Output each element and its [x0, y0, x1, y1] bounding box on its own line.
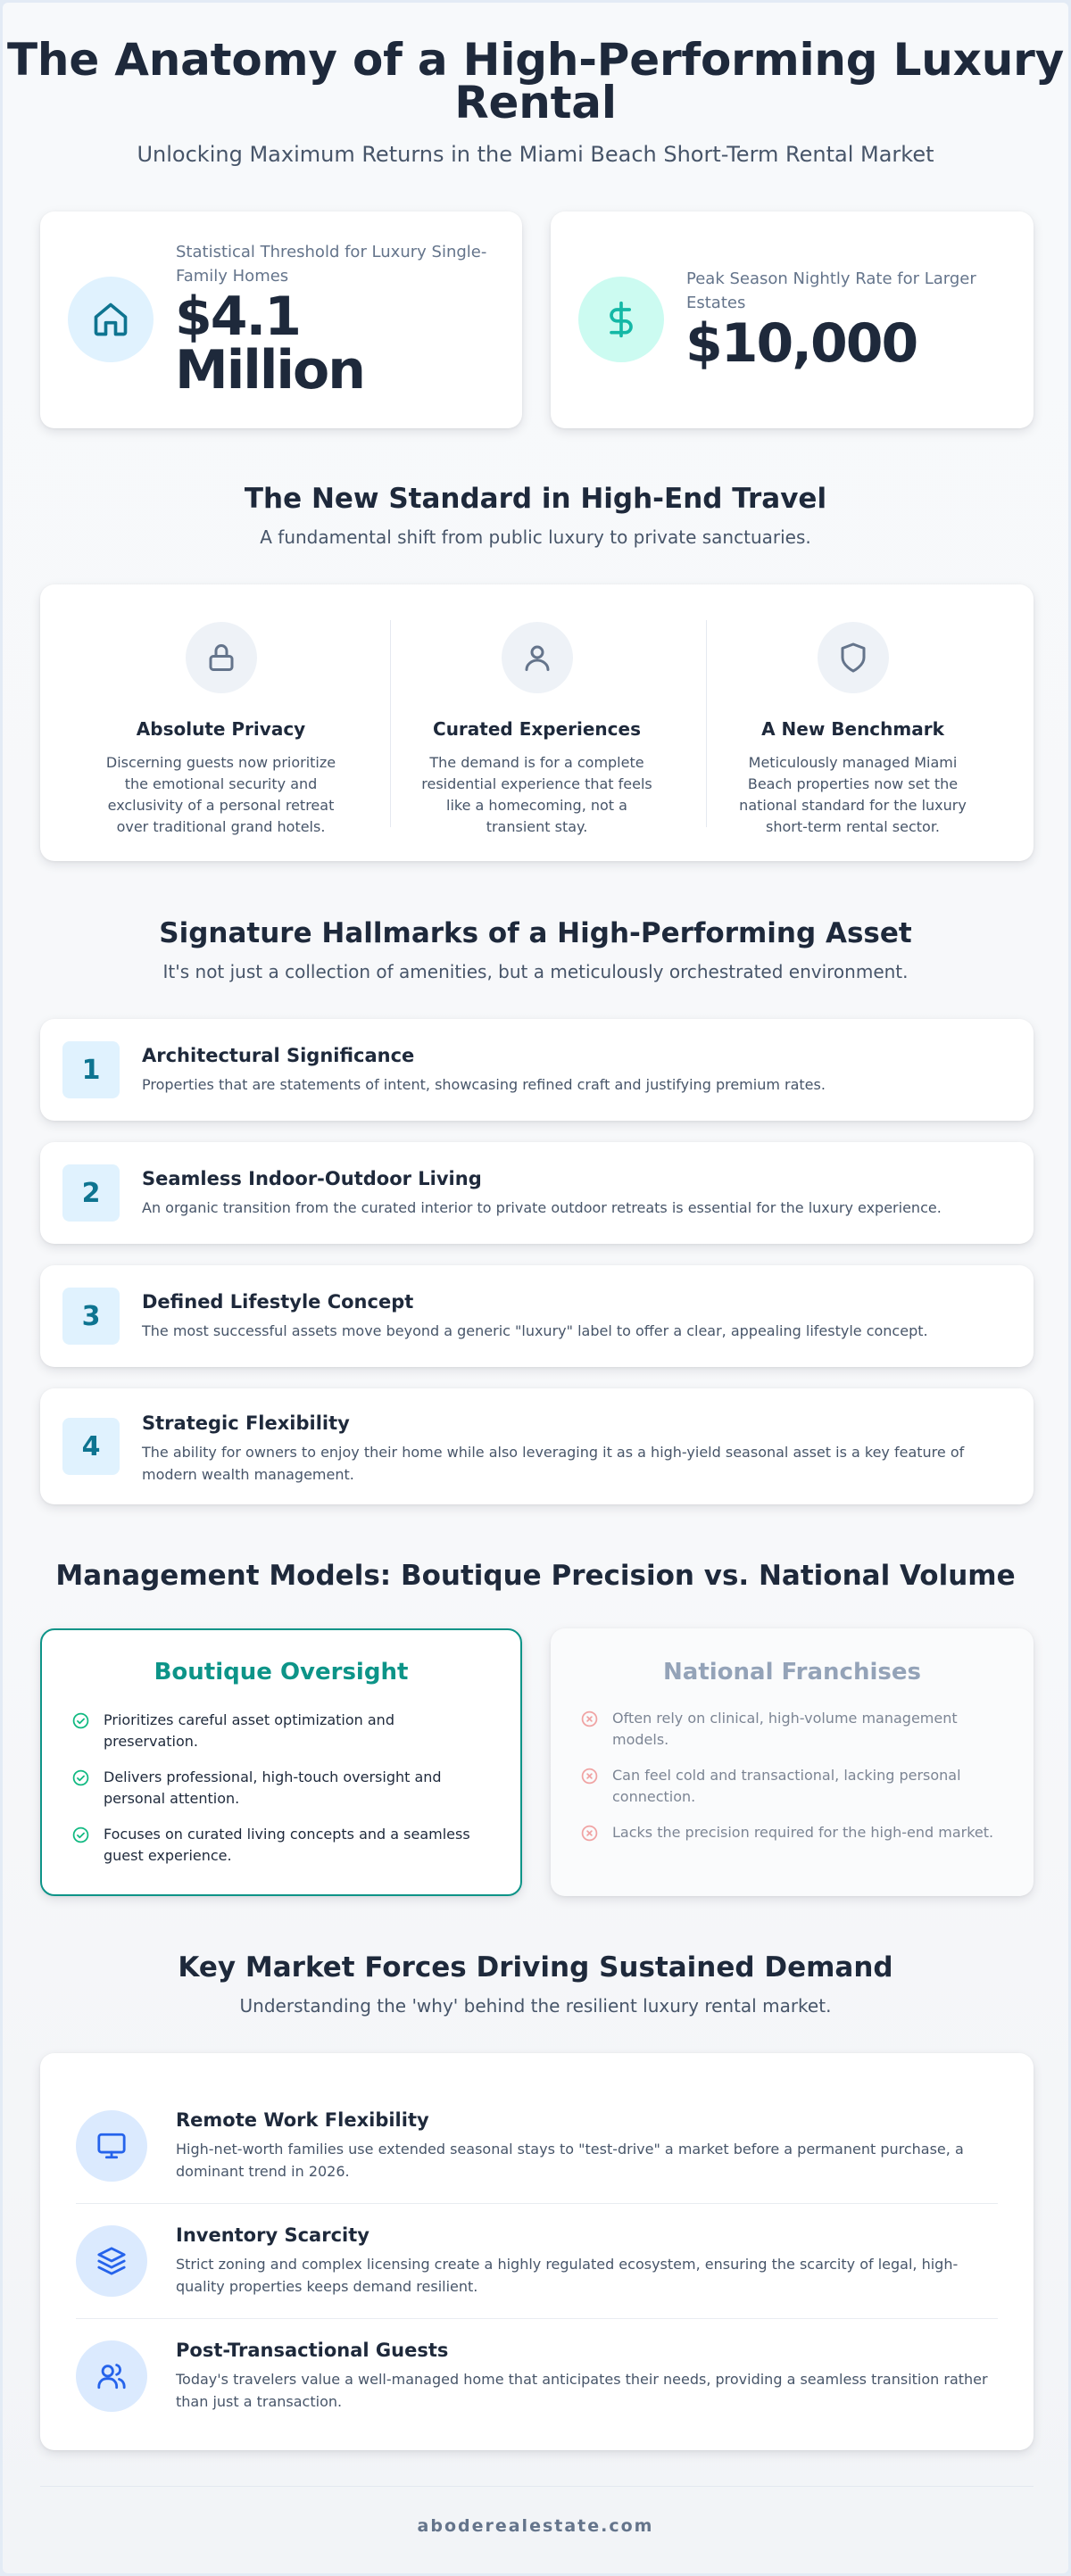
stat-label: Statistical Threshold for Luxury Single-Family Homes	[176, 243, 487, 286]
section-subtitle-standard: A fundamental shift from public luxury to private sanctuaries.	[260, 526, 811, 548]
boutique-point-text: Delivers professional, high-touch oversight and personal attention.	[104, 1768, 442, 1807]
hallmark-title: Architectural Significance	[142, 1045, 415, 1066]
user-icon	[502, 622, 573, 693]
hallmark-description: An organic transition from the curated interior to private outdoor retreats is essential for the luxury experience.	[142, 1199, 942, 1216]
boutique-card	[40, 1628, 522, 1896]
check-circle-icon	[72, 1712, 89, 1729]
page-subtitle: Unlocking Maximum Returns in the Miami Beach Short-Term Rental Market	[137, 142, 934, 167]
home-icon	[68, 277, 154, 362]
dollar-icon	[578, 277, 664, 362]
national-list	[581, 1708, 1000, 1843]
hallmark-item	[40, 1019, 1034, 1121]
national-card	[551, 1628, 1034, 1896]
boutique-point-text: Focuses on curated living concepts and a seamless guest experience.	[104, 1826, 470, 1864]
footer-website[interactable]: aboderealestate.com	[417, 2516, 654, 2536]
pillar-experiences	[387, 622, 686, 838]
boutique-point	[72, 1710, 492, 1752]
national-point-text: Often rely on clinical, high-volume management models.	[612, 1710, 958, 1748]
boutique-title: Boutique Oversight	[154, 1659, 409, 1686]
hallmark-item	[40, 1142, 1034, 1244]
force-description: Today's travelers value a well-managed home that anticipates their needs, providing a seamless transition rather than just a transaction.	[176, 2371, 988, 2410]
force-title: Inventory Scarcity	[176, 2224, 369, 2246]
divider	[76, 2203, 998, 2204]
pillar-benchmark	[703, 622, 1002, 838]
x-circle-icon	[581, 1825, 598, 1842]
pillar-title: Curated Experiences	[433, 718, 641, 740]
section-subtitle-forces: Understanding the 'why' behind the resilient luxury rental market.	[239, 1995, 832, 2017]
force-description: Strict zoning and complex licensing create a highly regulated ecosystem, ensuring the scarcity of legal, high-quality properties keeps demand resilient.	[176, 2256, 959, 2295]
divider	[76, 2318, 998, 2319]
hallmark-description: The most successful assets move beyond a generic "luxury" label to offer a clear, appealing lifestyle concept.	[142, 1322, 928, 1339]
hallmark-description: Properties that are statements of intent, showcasing refined craft and justifying premium rates.	[142, 1076, 826, 1093]
hallmark-title: Seamless Indoor-Outdoor Living	[142, 1168, 482, 1189]
section-subtitle-hallmarks: It's not just a collection of amenities, but a meticulously orchestrated environment.	[162, 961, 909, 982]
section-title-management: Management Models: Boutique Precision vs. National Volume	[55, 1560, 1016, 1592]
national-point-text: Can feel cold and transactional, lacking personal connection.	[612, 1767, 961, 1805]
national-point	[581, 1708, 1000, 1751]
x-circle-icon	[581, 1710, 598, 1727]
hallmark-item	[40, 1265, 1034, 1367]
lock-icon	[186, 622, 257, 693]
national-point-text: Lacks the precision required for the high-end market.	[612, 1824, 994, 1841]
hallmark-description: The ability for owners to enjoy their home while also leveraging it as a high-yield seasonal asset is a key feature of modern wealth management.	[142, 1444, 965, 1483]
national-title: National Franchises	[663, 1659, 921, 1686]
check-circle-icon	[72, 1769, 89, 1786]
monitor-icon	[76, 2110, 147, 2182]
x-circle-icon	[581, 1768, 598, 1785]
boutique-point	[72, 1824, 492, 1867]
pillar-description: Meticulously managed Miami Beach properties now set the national standard for the luxury short-term rental sector.	[739, 754, 967, 835]
users-icon	[76, 2340, 147, 2412]
hallmark-number: 4	[62, 1418, 120, 1475]
hallmark-number: 1	[62, 1041, 120, 1098]
pillar-description: The demand is for a complete residential experience that feels like a homecoming, not a transient stay.	[421, 754, 652, 835]
forces-card	[40, 2053, 1034, 2450]
national-point	[581, 1822, 1000, 1843]
pillar-privacy	[71, 622, 370, 838]
infographic-page	[3, 3, 1068, 2573]
layers-icon	[76, 2225, 147, 2297]
section-title-forces: Key Market Forces Driving Sustained Demand	[178, 1951, 893, 1984]
national-point	[581, 1765, 1000, 1808]
stat-card-rate	[551, 211, 1034, 428]
hallmark-number: 3	[62, 1288, 120, 1345]
shield-icon	[818, 622, 889, 693]
boutique-point-text: Prioritizes careful asset optimization and preservation.	[104, 1711, 394, 1750]
footer-divider	[40, 2486, 1034, 2487]
check-circle-icon	[72, 1826, 89, 1843]
stat-label: Peak Season Nightly Rate for Larger Estates	[686, 269, 976, 312]
boutique-list	[72, 1710, 492, 1867]
section-title-hallmarks: Signature Hallmarks of a High-Performing Asset	[159, 917, 912, 949]
hallmark-title: Strategic Flexibility	[142, 1412, 350, 1434]
section-title-standard: The New Standard in High-End Travel	[244, 483, 827, 515]
hallmark-number: 2	[62, 1164, 120, 1222]
page-title: The Anatomy of a High-Performing Luxury Rental	[7, 34, 1064, 128]
pillar-description: Discerning guests now prioritize the emotional security and exclusivity of a personal retreat over traditional grand hotels.	[105, 754, 336, 835]
stat-card-price	[40, 211, 522, 428]
force-title: Remote Work Flexibility	[176, 2109, 429, 2131]
pillar-title: Absolute Privacy	[136, 718, 306, 740]
pillar-title: A New Benchmark	[761, 718, 944, 740]
hallmark-item	[40, 1388, 1034, 1504]
force-description: High-net-worth families use extended seasonal stays to "test-drive" a market before a permanent purchase, a dominant trend in 2026.	[176, 2141, 964, 2180]
stat-value: $4.1 Million	[175, 286, 364, 402]
force-title: Post-Transactional Guests	[176, 2340, 449, 2361]
boutique-point	[72, 1767, 492, 1810]
hallmark-title: Defined Lifestyle Concept	[142, 1291, 414, 1313]
standard-card	[40, 584, 1034, 861]
stat-value: $10,000	[685, 312, 917, 375]
